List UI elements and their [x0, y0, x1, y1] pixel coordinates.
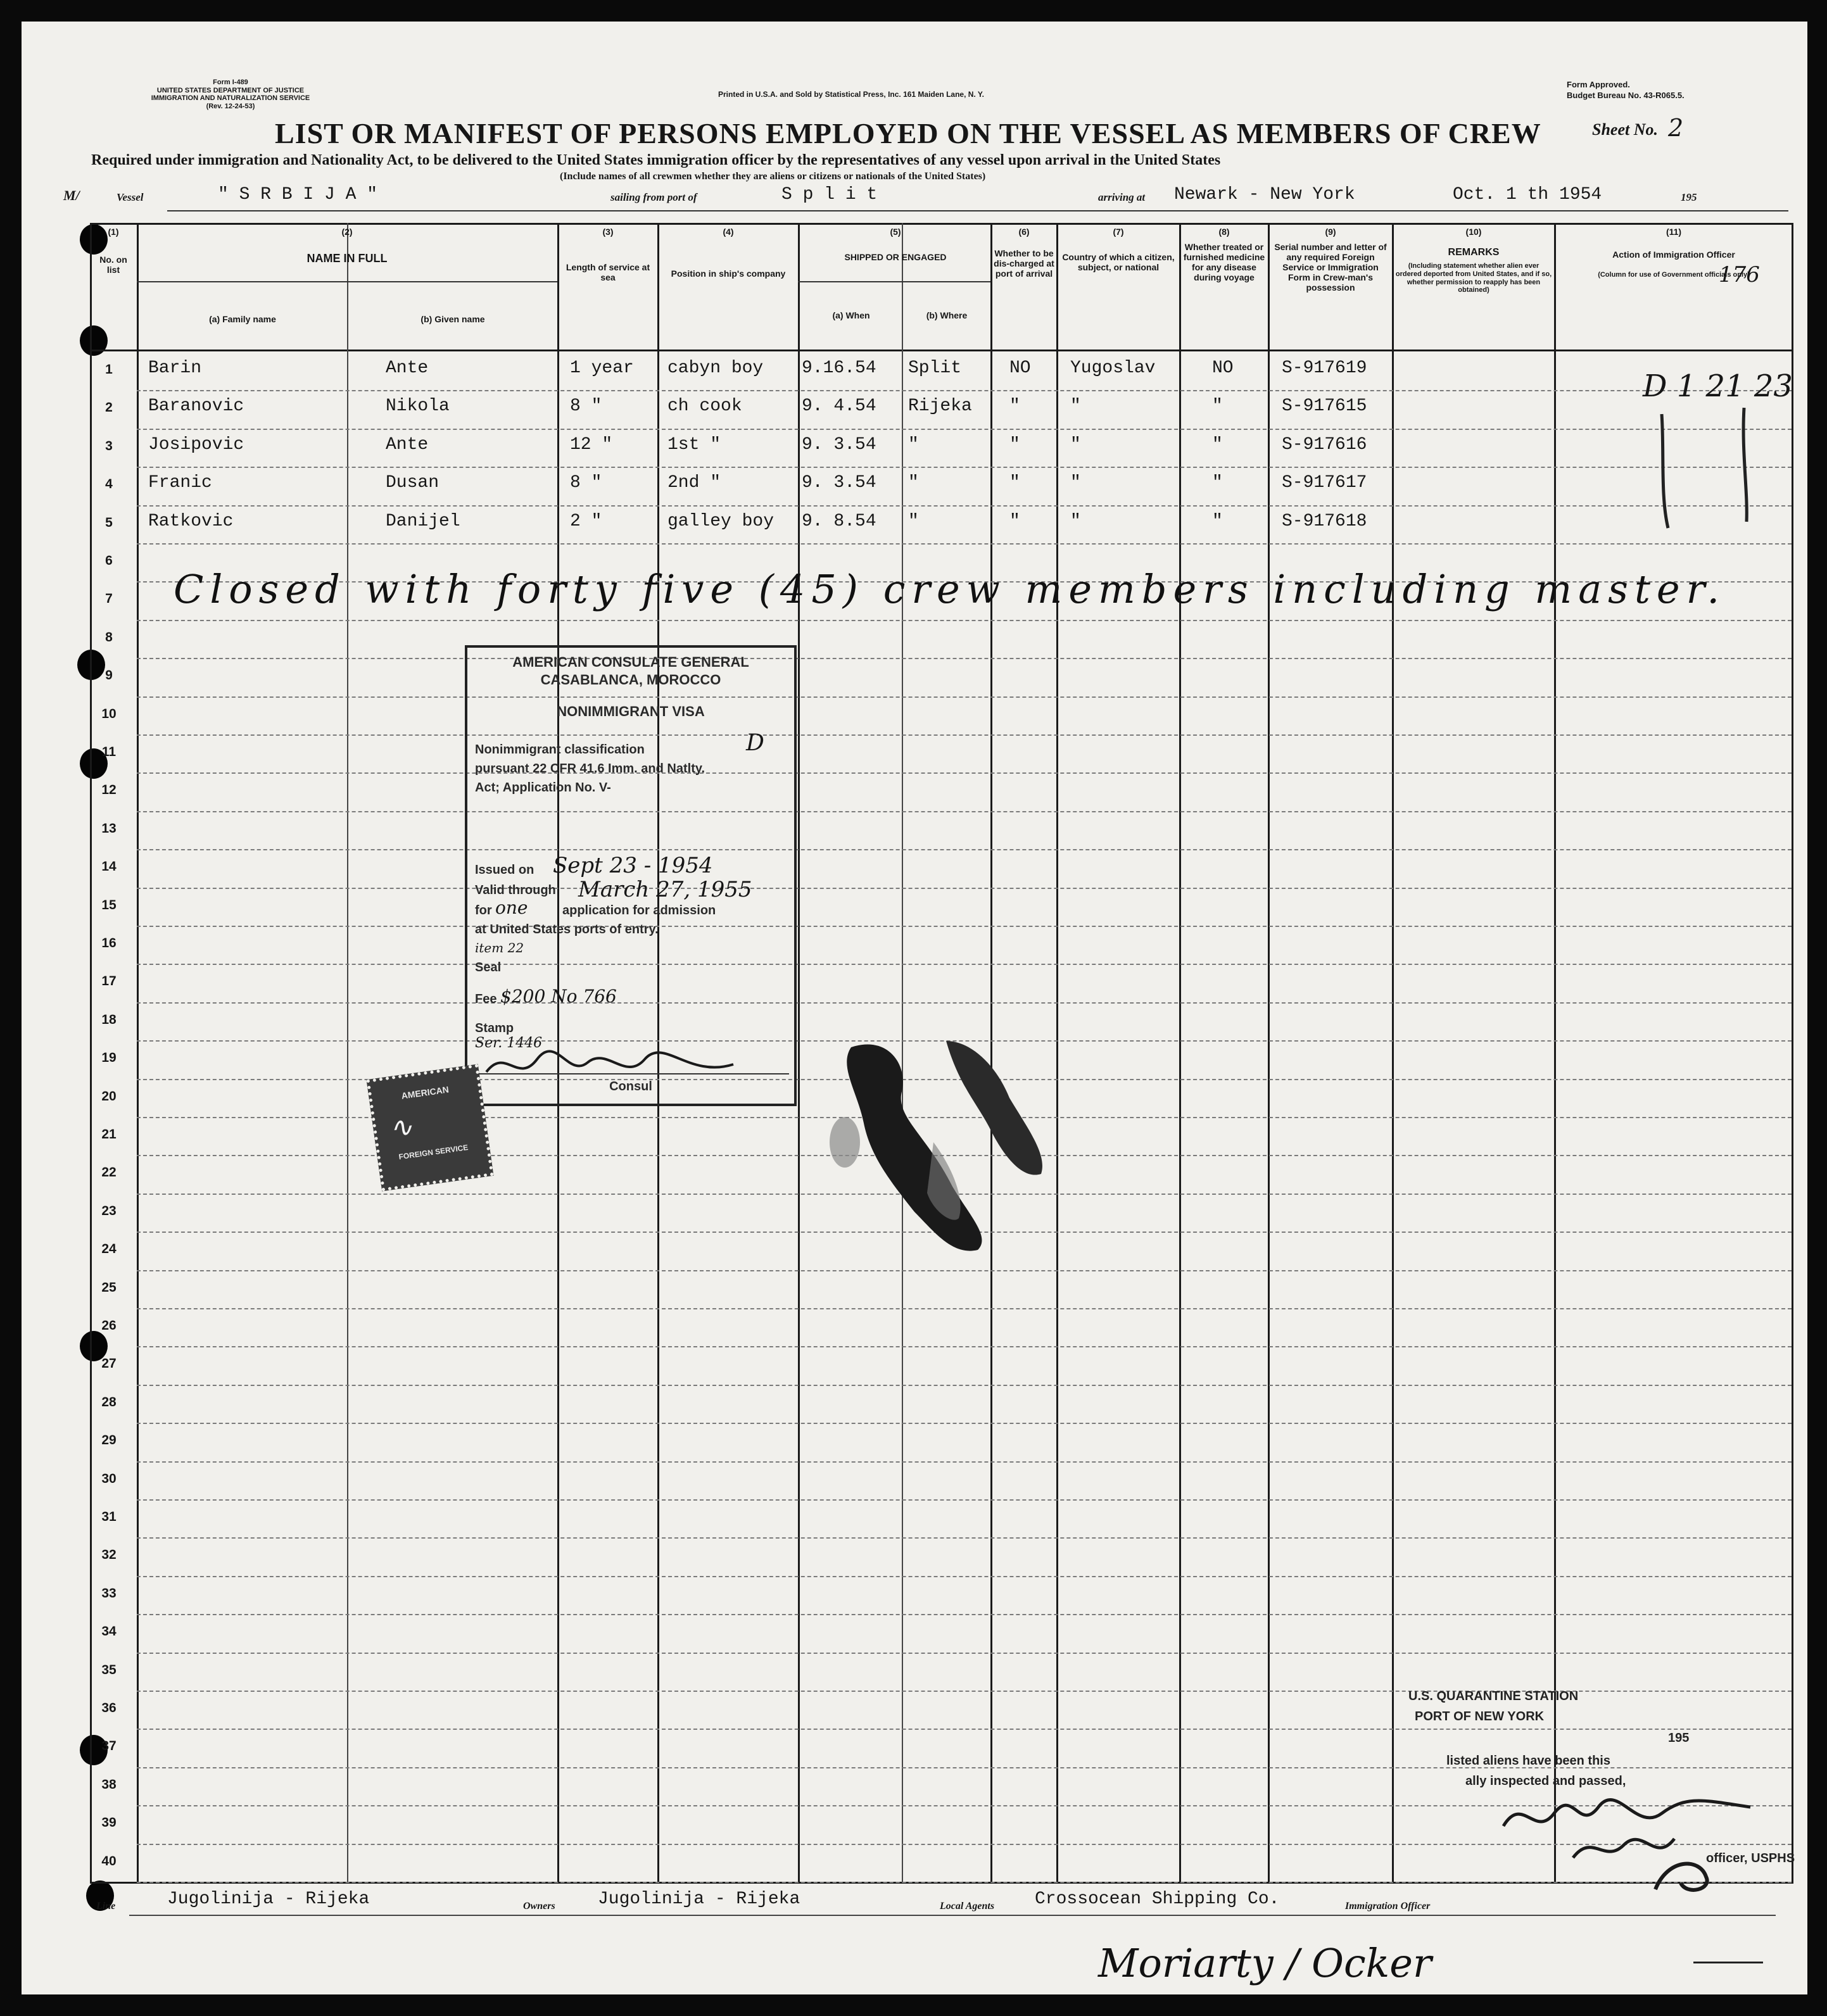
header-col-4: (4) Position in ship's company — [671, 227, 786, 279]
given-name-cell: Danijel — [386, 511, 460, 531]
stamp-line-2: CASABLANCA, MOROCCO — [540, 672, 721, 688]
header-col-9: (9) Serial number and letter of any required Foreign Service or Immigration Form in Crew-man's possession — [1274, 227, 1387, 293]
discharged-cell: NO — [1009, 358, 1031, 378]
row-rule — [137, 390, 1792, 391]
sheet-number: 2 — [1668, 114, 1684, 142]
form-revision: (Rev. 12-24-53) — [206, 102, 255, 110]
country-cell: Yugoslav — [1070, 358, 1156, 378]
consul-signature — [480, 1047, 746, 1085]
row-number: 15 — [101, 897, 117, 912]
header-col-2: (2) NAME IN FULL — [307, 227, 388, 265]
row-number: 39 — [101, 1815, 117, 1830]
row-number: 37 — [101, 1739, 117, 1754]
action-ditto-strokes — [1643, 401, 1769, 534]
serial-cell: S-917615 — [1282, 396, 1367, 417]
shipped-when-cell: 9. 3.54 — [802, 434, 876, 455]
header-col-5a: (a) When — [832, 310, 870, 320]
service-length-cell: 1 year — [570, 358, 634, 378]
row-number: 7 — [105, 591, 113, 607]
fee-stamp-line-2: FOREIGN SERVICE — [398, 1143, 469, 1162]
stamp-ports: at United States ports of entry. — [475, 923, 659, 936]
header-col-3: (3) Length of service at sea — [566, 227, 650, 283]
position-cell: 2nd " — [667, 473, 721, 493]
officer-signature: Moriarty / Ocker — [1098, 1940, 1432, 1986]
year-suffix: 195 — [1681, 191, 1697, 203]
row-rule — [137, 734, 1792, 736]
row-rule — [137, 1614, 1792, 1615]
row-number: 26 — [101, 1318, 117, 1333]
footer-rule — [129, 1915, 1776, 1916]
family-name-cell: Ratkovic — [148, 511, 234, 531]
discharged-cell: " — [1009, 434, 1020, 455]
treated-cell: " — [1212, 396, 1223, 417]
header-col-5b: (b) Where — [926, 310, 968, 320]
stamp-item: item 22 — [475, 940, 524, 955]
row-number: 30 — [101, 1471, 117, 1486]
header-col-6: (6) Whether to be dis-charged at port of arrival — [994, 227, 1054, 279]
row-rule — [137, 543, 1792, 545]
row-number: 31 — [101, 1509, 117, 1524]
row-number: 12 — [101, 783, 117, 798]
row-number: 13 — [101, 821, 117, 836]
stamp-act: Act; Application No. V- — [475, 781, 611, 795]
header-col-1: (1) No. on list — [99, 227, 127, 275]
header-col-10: (10) REMARKS (Including statement whether alien ever ordered deported from United States, and if so, whether permission to reapply has been obtained) — [1395, 227, 1552, 294]
action-mark: D 1 21 23 — [1643, 369, 1793, 404]
row-rule — [137, 964, 1792, 965]
manifest-page — [22, 22, 1807, 1994]
signature-dash — [1693, 1962, 1763, 1963]
arrival-port: Newark - New York — [1174, 185, 1355, 205]
stamp-line-1: AMERICAN CONSULATE GENERAL — [512, 654, 749, 670]
sailing-label: sailing from port of — [610, 191, 697, 203]
row-rule — [137, 888, 1792, 889]
country-cell: " — [1070, 511, 1081, 531]
column-11-mark: 176 — [1719, 262, 1760, 287]
row-number: 6 — [105, 553, 113, 568]
row-number: 1 — [105, 362, 113, 377]
given-name-cell: Dusan — [386, 473, 439, 493]
row-number: 24 — [101, 1242, 117, 1257]
stamp-stamp-label: Stamp — [475, 1021, 514, 1035]
row-number: 16 — [101, 936, 117, 950]
agency-name: UNITED STATES DEPARTMENT OF JUSTICE — [156, 86, 305, 94]
row-number: 29 — [101, 1433, 117, 1448]
row-number: 10 — [101, 706, 117, 721]
include-note: (Include names of all crewmen whether they are aliens or citizens or nationals of the United States) — [560, 171, 986, 182]
row-number: 4 — [105, 477, 113, 492]
stamp-fee-label: Fee — [475, 992, 497, 1006]
header-col-2a: (a) Family name — [209, 314, 276, 324]
row-number: 11 — [101, 745, 117, 759]
family-name-cell: Barin — [148, 358, 202, 378]
position-cell: galley boy — [667, 511, 774, 531]
form-approved: Form Approved. — [1567, 80, 1630, 89]
footer-line-label: Line — [96, 1901, 116, 1912]
row-rule — [137, 620, 1792, 621]
row-rule — [137, 849, 1792, 850]
quarantine-year: 195 — [1668, 1731, 1690, 1745]
discharged-cell: " — [1009, 396, 1020, 417]
fee-stamp-cancel-mark: ∿ — [387, 1110, 415, 1145]
quarantine-line-2: PORT OF NEW YORK — [1415, 1710, 1545, 1723]
row-rule — [137, 1346, 1792, 1347]
stamp-seal-label: Seal — [475, 961, 502, 974]
stamp-for-label: for — [475, 904, 492, 917]
position-cell: cabyn boy — [667, 358, 764, 378]
stamp-applications: application for admission — [562, 904, 716, 917]
row-number: 25 — [101, 1280, 117, 1295]
consul-rule — [467, 1073, 789, 1074]
arriving-label: arriving at — [1098, 191, 1146, 203]
treated-cell: " — [1212, 511, 1223, 531]
stamp-valid-date: March 27, 1955 — [578, 877, 752, 902]
closing-note: Closed with forty five (45) crew members including master. — [174, 566, 1726, 612]
treated-cell: " — [1212, 473, 1223, 493]
position-cell: ch cook — [667, 396, 742, 417]
row-rule — [137, 1537, 1792, 1539]
row-number: 19 — [101, 1050, 117, 1066]
row-number: 21 — [101, 1127, 117, 1142]
family-name-cell: Baranovic — [148, 396, 244, 417]
vessel-name: " S R B I J A " — [218, 185, 378, 205]
row-number: 9 — [105, 668, 113, 683]
row-number: 27 — [101, 1356, 117, 1371]
discharged-cell: " — [1009, 511, 1020, 531]
row-rule — [137, 429, 1792, 430]
row-number: 35 — [101, 1662, 117, 1677]
row-number: 5 — [105, 515, 113, 530]
country-cell: " — [1070, 434, 1081, 455]
header-col-2b: (b) Given name — [420, 314, 485, 324]
sheet-label: Sheet No. — [1592, 120, 1658, 139]
service-length-cell: 12 " — [570, 434, 613, 455]
row-rule — [137, 1385, 1792, 1386]
visa-stamp — [465, 645, 797, 1106]
row-number: 36 — [101, 1701, 117, 1715]
quarantine-line-1: U.S. QUARANTINE STATION — [1408, 1689, 1579, 1703]
row-number: 38 — [101, 1777, 117, 1792]
budget-bureau: Budget Bureau No. 43-R065.5. — [1567, 90, 1685, 100]
service-length-cell: 8 " — [570, 396, 602, 417]
discharged-cell: " — [1009, 473, 1020, 493]
row-number: 40 — [101, 1853, 117, 1868]
row-rule — [137, 1499, 1792, 1501]
sailing-port: S p l i t — [781, 185, 878, 205]
serial-cell: S-917617 — [1282, 473, 1367, 493]
treated-cell: NO — [1212, 358, 1234, 378]
footer-agents-value: Crossocean Shipping Co. — [1035, 1889, 1280, 1909]
quarantine-line-3: listed aliens have been this — [1446, 1754, 1610, 1768]
shipped-where-cell: Split — [908, 358, 962, 378]
stamp-issued-label: Issued on — [475, 863, 534, 877]
row-number: 33 — [101, 1585, 117, 1601]
shipped-where-cell: Rijeka — [908, 396, 972, 417]
footer-officer-label: Immigration Officer — [1345, 1901, 1431, 1912]
stamp-classification-value: D — [746, 730, 764, 756]
shipped-when-cell: 9. 8.54 — [802, 511, 876, 531]
stamp-consul: Consul — [609, 1080, 652, 1093]
service-length-cell: 8 " — [570, 473, 602, 493]
row-number: 8 — [105, 629, 113, 645]
family-name-cell: Franic — [148, 473, 212, 493]
stamp-pursuant: pursuant 22 CFR 41.6 Imm. and Natlty. — [475, 762, 705, 776]
header-col-11: (11) Action of Immigration Officer (Column for use of Government officials only) — [1598, 227, 1750, 279]
row-rule — [137, 1308, 1792, 1309]
mv-prefix: M/ — [63, 187, 80, 203]
header-col-8: (8) Whether treated or furnished medicine for any disease during voyage — [1183, 227, 1265, 283]
position-cell: 1st " — [667, 434, 721, 455]
ink-blots — [807, 1028, 1073, 1269]
shipped-when-cell: 9.16.54 — [802, 358, 876, 378]
row-number: 28 — [101, 1394, 117, 1409]
serial-cell: S-917618 — [1282, 511, 1367, 531]
quarantine-line-4: ally inspected and passed, — [1465, 1774, 1626, 1788]
row-rule — [137, 811, 1792, 812]
row-number: 22 — [101, 1165, 117, 1180]
row-rule — [137, 467, 1792, 468]
stamp-fee: $200 No 766 — [500, 986, 617, 1007]
row-number: 34 — [101, 1624, 117, 1639]
page-subtitle: Required under immigration and Nationality Act, to be delivered to the United States immigration officer by the representatives of any vessel upon arrival in the United States — [91, 152, 1221, 168]
footer-owners-label: Owners — [523, 1901, 555, 1912]
row-rule — [137, 1423, 1792, 1424]
stamp-valid-label: Valid through — [475, 883, 556, 897]
fee-stamp-line-1: AMERICAN — [400, 1084, 450, 1101]
row-number: 14 — [101, 859, 117, 874]
row-rule — [137, 1576, 1792, 1577]
quarantine-signer: officer, USPHS — [1706, 1851, 1795, 1865]
row-number: 18 — [101, 1012, 117, 1027]
row-rule — [137, 1002, 1792, 1004]
stamp-classification: Nonimmigrant classification — [475, 743, 645, 757]
shipped-where-cell: " — [908, 473, 919, 493]
header-col-5: (5) SHIPPED OR ENGAGED — [844, 227, 947, 263]
footer-line-value: Jugolinija - Rijeka — [167, 1889, 370, 1909]
row-number: 20 — [101, 1088, 117, 1104]
shipped-when-cell: 9. 3.54 — [802, 473, 876, 493]
row-rule — [137, 658, 1792, 659]
given-name-cell: Nikola — [386, 396, 450, 417]
treated-cell: " — [1212, 434, 1223, 455]
service-length-cell: 2 " — [570, 511, 602, 531]
family-name-cell: Josipovic — [148, 434, 244, 455]
service-name: IMMIGRATION AND NATURALIZATION SERVICE — [151, 94, 310, 103]
stamp-serial: Ser. 1446 — [475, 1035, 543, 1051]
stamp-line-3: NONIMMIGRANT VISA — [557, 703, 705, 719]
printer-line: Printed in U.S.A. and Sold by Statistical Press, Inc. 161 Maiden Lane, N. Y. — [718, 90, 984, 99]
row-rule — [137, 505, 1792, 507]
row-number: 23 — [101, 1203, 117, 1218]
row-rule — [137, 696, 1792, 698]
fee-stamp — [366, 1064, 493, 1191]
shipped-when-cell: 9. 4.54 — [802, 396, 876, 417]
row-rule — [137, 1729, 1792, 1730]
serial-cell: S-917616 — [1282, 434, 1367, 455]
row-rule — [137, 926, 1792, 927]
row-rule — [137, 772, 1792, 774]
page-title: LIST OR MANIFEST OF PERSONS EMPLOYED ON THE VESSEL AS MEMBERS OF CREW — [275, 117, 1541, 149]
row-number: 32 — [101, 1547, 117, 1563]
arrival-date: Oct. 1 th 1954 — [1453, 185, 1602, 205]
row-number: 17 — [101, 974, 117, 989]
given-name-cell: Ante — [386, 434, 429, 455]
footer-owners-value: Jugolinija - Rijeka — [598, 1889, 800, 1909]
quarantine-signature — [1497, 1788, 1788, 1896]
footer-agents-label: Local Agents — [940, 1901, 995, 1912]
vessel-label: Vessel — [117, 191, 144, 203]
row-rule — [137, 1270, 1792, 1271]
header-col-7: (7) Country of which a citizen, subject, or national — [1062, 227, 1175, 273]
shipped-where-cell: " — [908, 434, 919, 455]
stamp-for-value: one — [495, 897, 528, 918]
form-number: Form I-489 — [213, 79, 248, 86]
country-cell: " — [1070, 473, 1081, 493]
row-rule — [137, 1461, 1792, 1463]
serial-cell: S-917619 — [1282, 358, 1367, 378]
row-number: 2 — [105, 400, 113, 415]
country-cell: " — [1070, 396, 1081, 417]
row-rule — [137, 1653, 1792, 1654]
stamp-issued-date: Sept 23 - 1954 — [553, 853, 713, 878]
given-name-cell: Ante — [386, 358, 429, 378]
shipped-where-cell: " — [908, 511, 919, 531]
row-number: 3 — [105, 438, 113, 453]
